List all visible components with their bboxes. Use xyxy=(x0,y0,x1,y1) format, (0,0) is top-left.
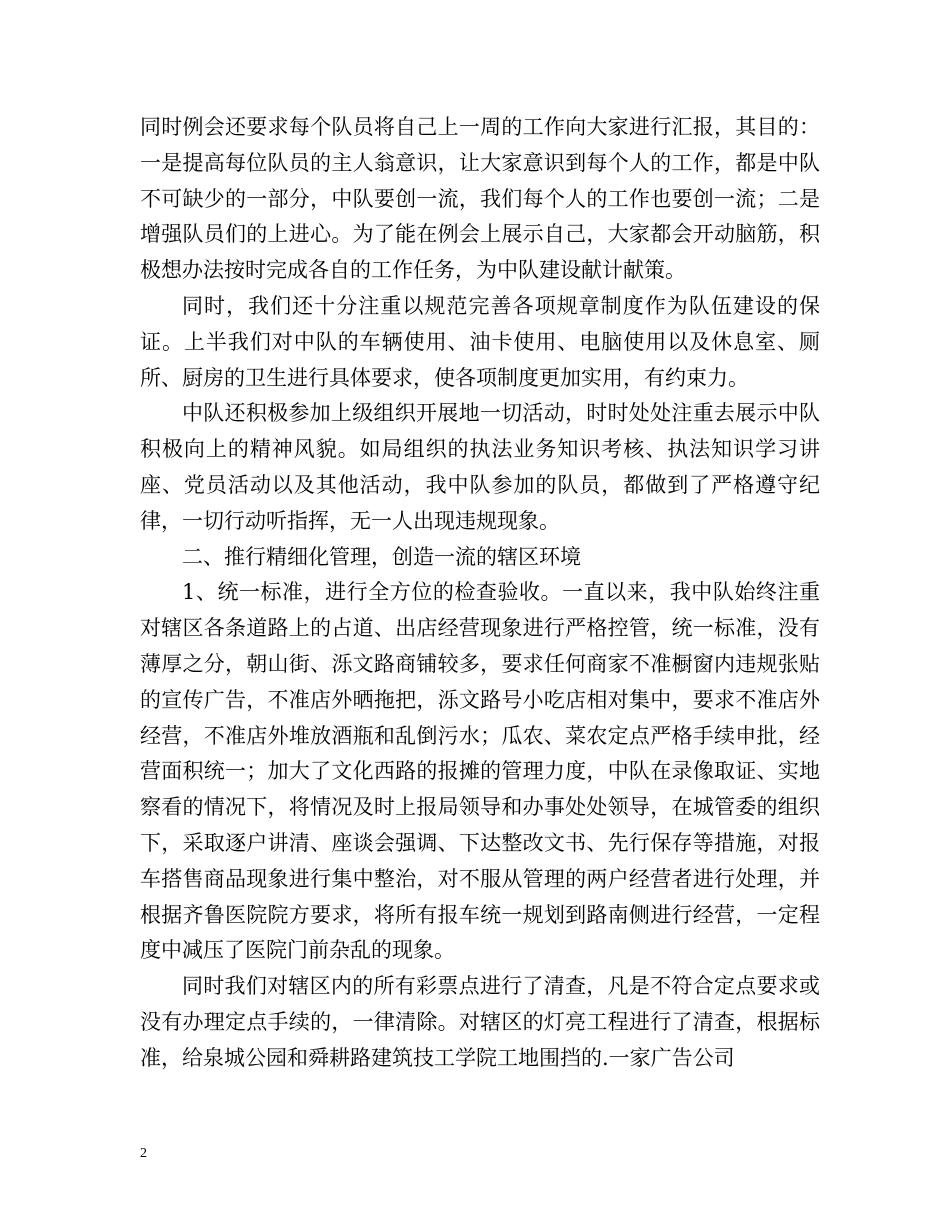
paragraph-3: 中队还积极参加上级组织开展地一切活动，时时处处注重去展示中队积极向上的精神风貌。如局组织的执法业务知识考核、执法知识学习讲座、党员活动以及其他活动，我中队参加的队员，都做到了严格遵守纪律，一切行动听指挥，无一人出现违规现象。 xyxy=(140,401,820,533)
paragraph-1: 同时例会还要求每个队员将自己上一周的工作向大家进行汇报，其目的：一是提高每位队员的主人翁意识，让大家意识到每个人的工作，都是中队不可缺少的一部分，中队要创一流，我们每个人的工作也要创一流；二是增强队员们的上进心。为了能在例会上展示自己，大家都会开动脑筋，积极想办法按时完成各自的工作任务，为中队建设献计献策。 xyxy=(140,115,820,283)
paragraph-2: 同时，我们还十分注重以规范完善各项规章制度作为队伍建设的保证。上半我们对中队的车辆使用、油卡使用、电脑使用以及休息室、厕所、厨房的卫生进行具体要求，使各项制度更加实用，有约束力。 xyxy=(140,293,820,390)
page-number: 2 xyxy=(140,1146,147,1161)
paragraph-4: 1、统一标准，进行全方位的检查验收。一直以来，我中队始终注重对辖区各条道路上的占道、出店经营现象进行严格控管，统一标准，没有薄厚之分，朝山街、泺文路商铺较多，要求任何商家不准橱窗内违规张贴的宣传广告，不准店外晒拖把，泺文路号小吃店相对集中，要求不准店外经营，不准店外堆放酒瓶和乱倒污水；瓜农、菜农定点严格手续申批，经营面积统一；加大了文化西路的报摊的管理力度，中队在录像取证、实地察看的情况下，将情况及时上报局领导和办事处处领导，在城管委的组织下，采取逐户讲清、座谈会强调、下达整改文书、先行保存等措施，对报车搭售商品现象进行集中整治，对不服从管理的两户经营者进行处理，并根据齐鲁医院院方要求，将所有报车统一规划到路南侧进行经营，一定程度中减压了医院门前杂乱的现象。 xyxy=(140,580,820,963)
document-body xyxy=(140,110,820,1077)
section-heading: 二、推行精细化管理，创造一流的辖区环境 xyxy=(182,544,581,569)
paragraph-5: 同时我们对辖区内的所有彩票点进行了清查，凡是不符合定点要求或没有办理定点手续的，一律清除。对辖区的灯亮工程进行了清查，根据标准，给泉城公园和舜耕路建筑技工学院工地围挡的.一家广告公司 xyxy=(140,974,820,1070)
